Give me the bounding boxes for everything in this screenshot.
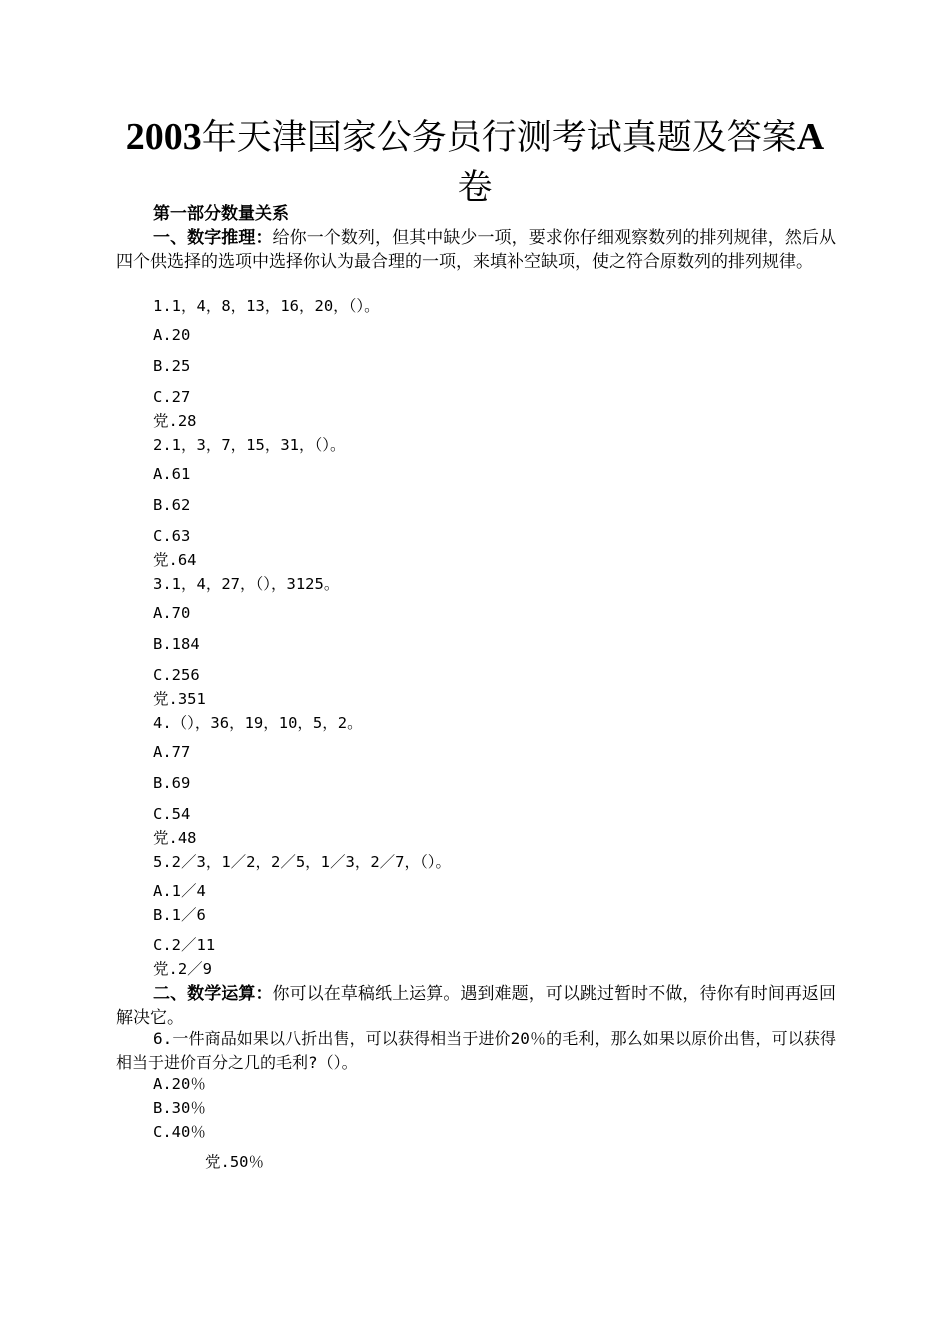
q4-option-c: C.54: [153, 805, 191, 823]
q4-option-b: B.69: [153, 774, 191, 792]
title-text: 年天津国家公务员行测考试真题及答案: [201, 118, 797, 158]
q2-stem: 2.1，3，7，15，31，（）。: [153, 436, 346, 454]
title-year: 2003: [125, 116, 202, 158]
title-letter: A: [796, 116, 825, 158]
q1-option-d: 党.28: [153, 412, 197, 430]
q3-option-d: 党.351: [153, 690, 206, 708]
q5-option-c: C.2／11: [153, 936, 216, 954]
q4-option-a: A.77: [153, 743, 191, 761]
section2-text: 你可以在草稿纸上运算。遇到难题，可以跳过暂时不做，待你有时间再返回解决它。: [116, 984, 837, 1028]
section2-label: 二、数学运算：: [153, 984, 273, 1004]
q3-stem: 3.1，4，27，（），3125。: [153, 575, 340, 593]
q2-option-d: 党.64: [153, 551, 197, 569]
q6-option-a: A.20％: [153, 1075, 206, 1093]
q5-stem: 5.2／3，1／2，2／5，1／3，2／7，（）。: [153, 853, 451, 871]
section2-instructions: [116, 982, 836, 1030]
q1-stem: 1.1，4，8，13，16，20，（）。: [153, 297, 380, 315]
part1-heading: 第一部分数量关系: [153, 204, 289, 224]
q6-option-b: B.30％: [153, 1099, 206, 1117]
q2-option-b: B.62: [153, 496, 191, 514]
q6-stem: 6.一件商品如果以八折出售，可以获得相当于进价20％的毛利，那么如果以原价出售，可以获得相当于进价百分之几的毛利?（）。: [116, 1029, 836, 1072]
q2-option-a: A.61: [153, 465, 191, 483]
q5-option-b: B.1／6: [153, 906, 206, 924]
q6-option-c: C.40％: [153, 1123, 206, 1141]
q4-stem: 4.（），36，19，10，5，2。: [153, 714, 363, 732]
q5-option-d: 党.2／9: [153, 960, 212, 978]
section1-text: 给你一个数列，但其中缺少一项，要求你仔细观察数列的排列规律，然后从四个供选择的选项中选择你认为最合理的一项，来填补空缺项，使之符合原数列的排列规律。: [116, 228, 837, 272]
q3-option-b: B.184: [153, 635, 200, 653]
q3-option-a: A.70: [153, 604, 191, 622]
page-title: [110, 112, 840, 213]
q5-option-a: A.1／4: [153, 882, 206, 900]
q1-option-b: B.25: [153, 357, 191, 375]
title-line2: 卷: [457, 168, 493, 208]
q1-option-a: A.20: [153, 326, 191, 344]
q3-option-c: C.256: [153, 666, 200, 684]
q2-option-c: C.63: [153, 527, 191, 545]
q1-option-c: C.27: [153, 388, 191, 406]
section1-instructions: [116, 226, 836, 274]
section1-label: 一、数字推理：: [153, 228, 273, 248]
q6-option-d: 党.50％: [205, 1153, 264, 1171]
q4-option-d: 党.48: [153, 829, 197, 847]
